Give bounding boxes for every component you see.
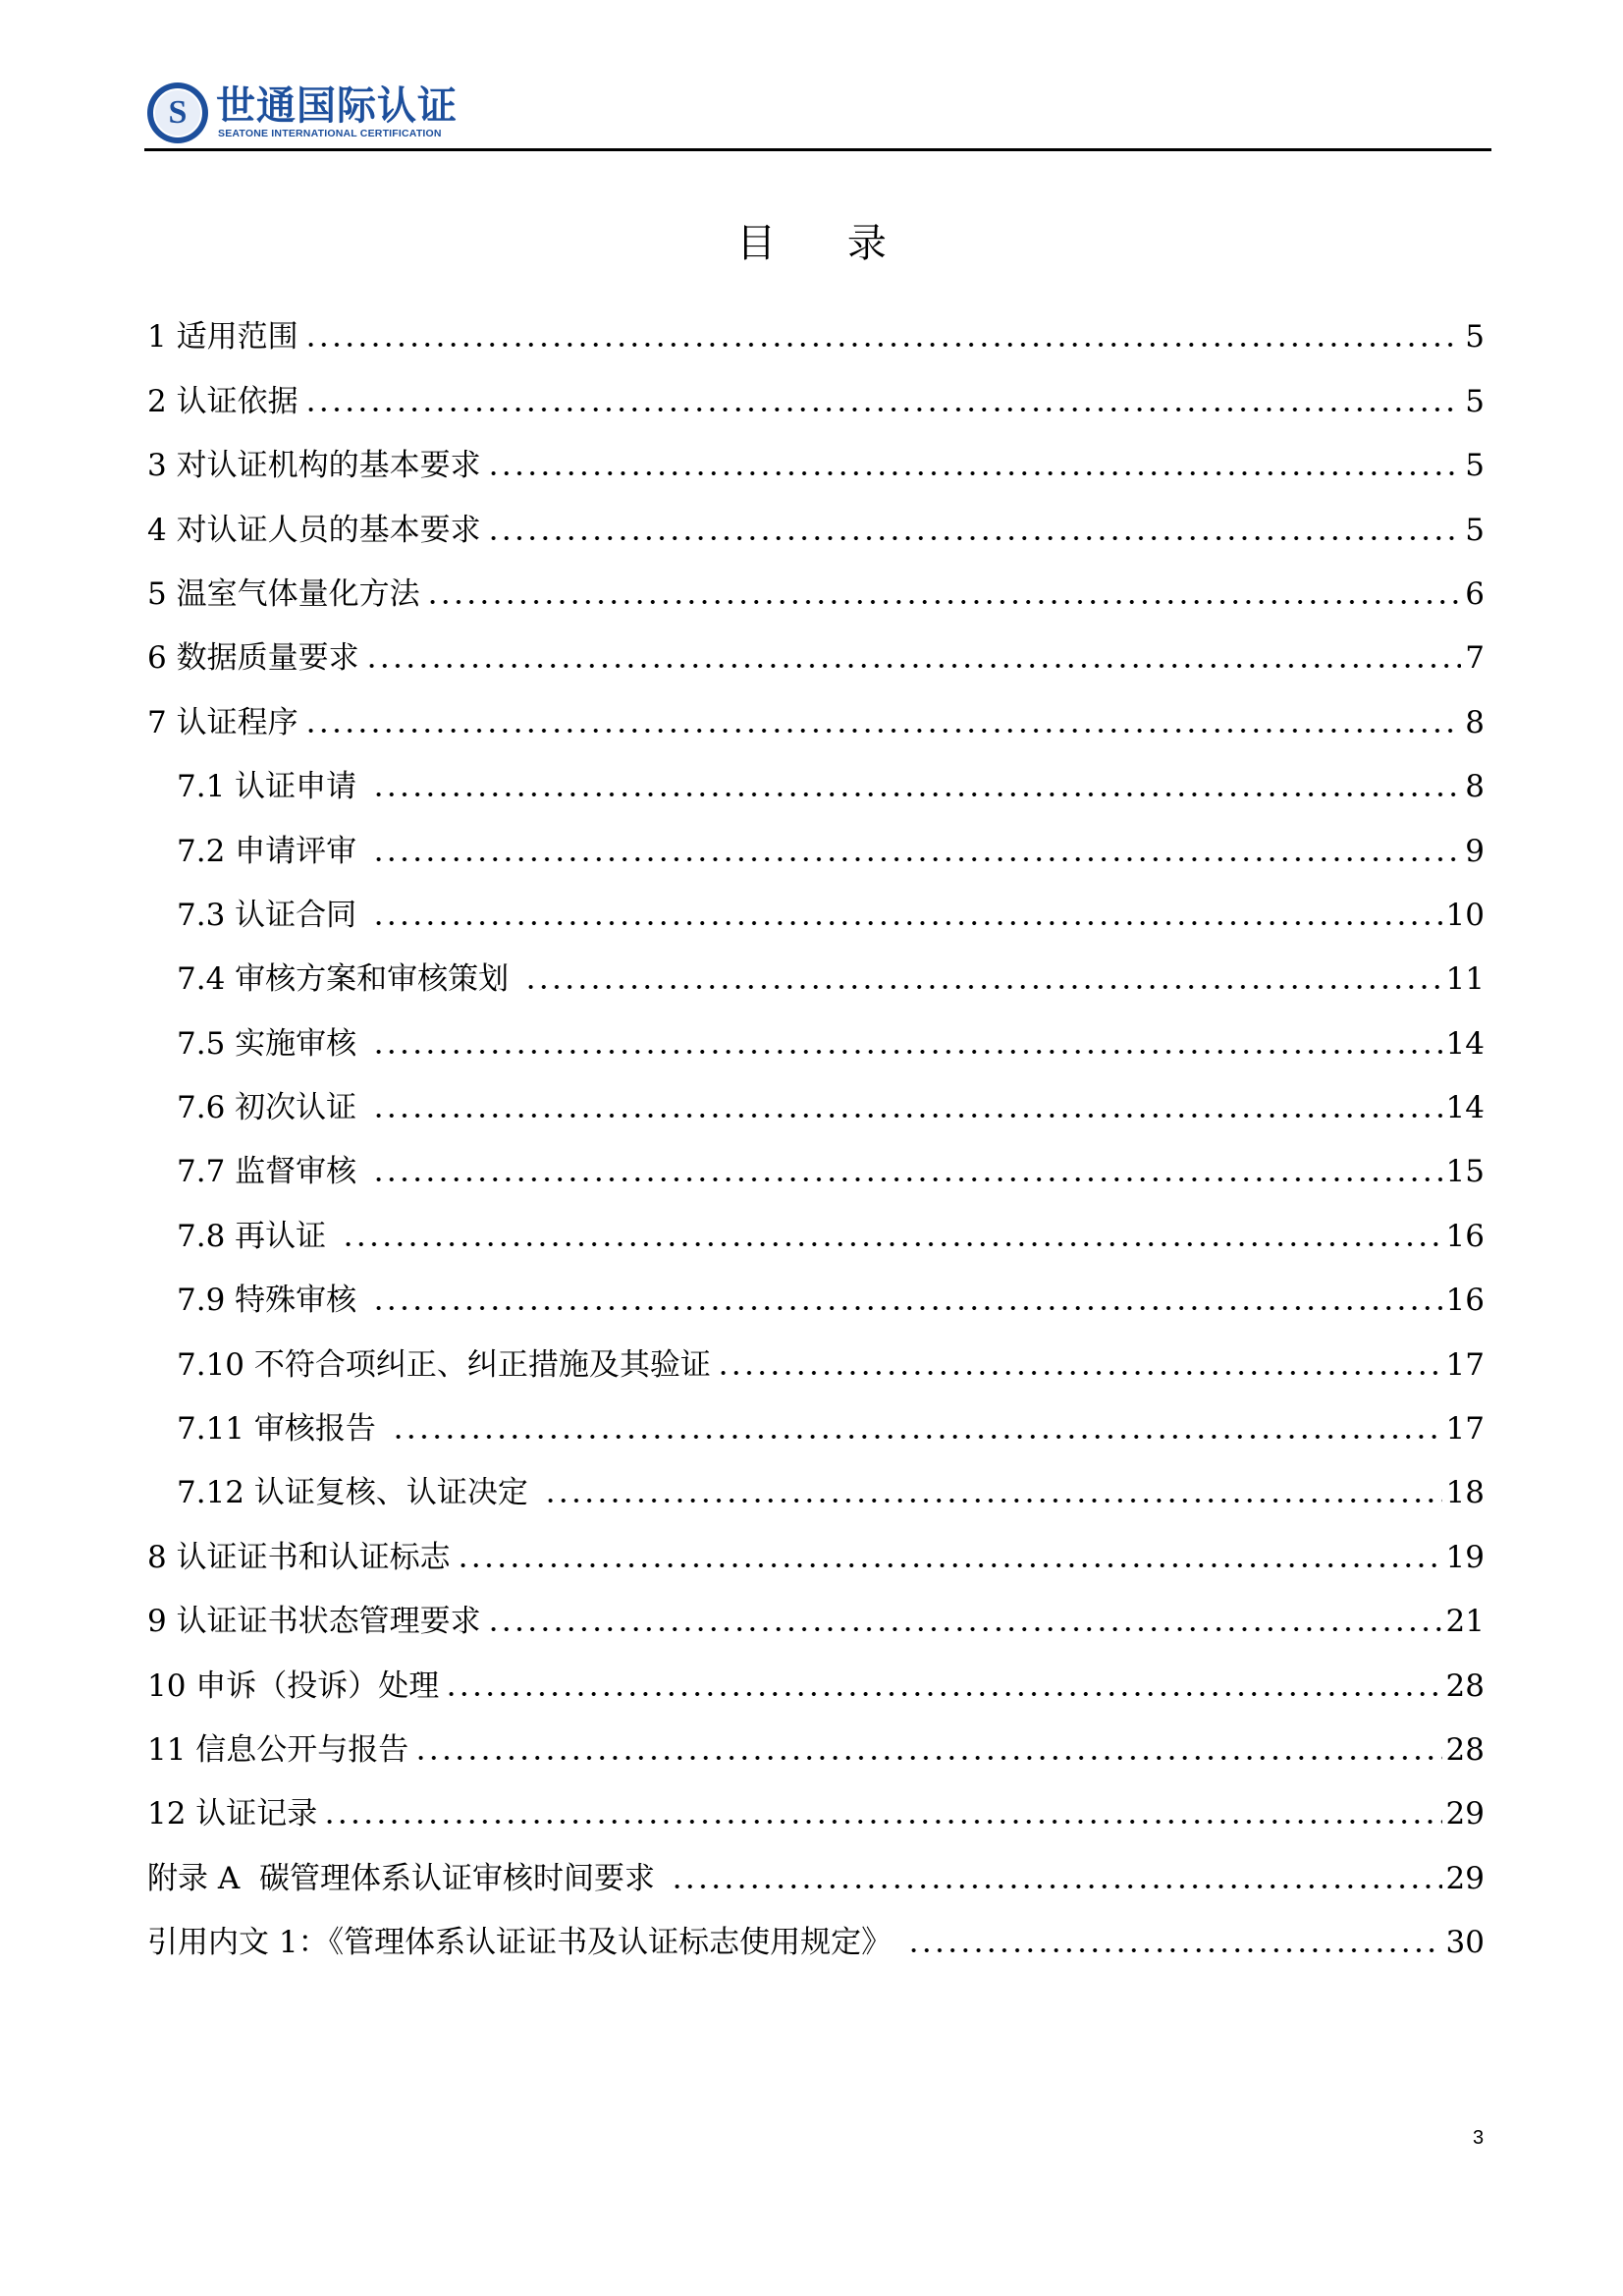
toc-entry[interactable] <box>147 1643 1485 1707</box>
logo-letter: S <box>153 88 202 137</box>
toc-entry-label: 7.3 认证合同 <box>177 897 367 933</box>
toc-entry[interactable] <box>147 423 1485 487</box>
toc-entry[interactable] <box>147 1450 1485 1514</box>
toc-title: 目 录 <box>736 221 916 266</box>
toc-entry-label: 7 认证程序 <box>147 704 298 740</box>
toc-entry-label: 7.9 特殊审核 <box>177 1283 367 1319</box>
toc-entry-label: 7.7 监督审核 <box>177 1154 367 1190</box>
toc-entry[interactable] <box>147 616 1485 680</box>
toc-entry[interactable] <box>147 358 1485 422</box>
toc-entry-label: 7.12 认证复核、认证决定 <box>177 1475 538 1511</box>
seatone-logo-seal <box>147 82 208 143</box>
toc-entry-page: 16 <box>1445 1218 1485 1254</box>
dot-leader <box>372 791 1461 798</box>
toc-entry-page: 14 <box>1445 1025 1485 1062</box>
toc-entry-label: 6 数据质量要求 <box>147 640 359 677</box>
dot-leader <box>372 855 1461 863</box>
toc-entry-page: 8 <box>1465 769 1485 805</box>
toc-entry-page: 17 <box>1445 1411 1485 1448</box>
toc-entry[interactable] <box>147 744 1485 808</box>
dot-leader <box>372 1048 1442 1056</box>
dot-leader <box>372 1112 1442 1120</box>
dot-leader <box>372 1304 1442 1312</box>
toc-entry[interactable] <box>147 1129 1485 1193</box>
toc-entry[interactable] <box>147 1387 1485 1450</box>
toc-entry[interactable] <box>147 1835 1485 1899</box>
dot-leader <box>544 1497 1442 1504</box>
toc-entry-page: 9 <box>1465 833 1485 869</box>
brand-name-cn: 世通国际认证 <box>216 83 458 129</box>
dot-leader <box>304 727 1462 735</box>
toc-entry-page: 19 <box>1445 1539 1485 1575</box>
brand-name-en: SEATONE INTERNATIONAL CERTIFICATION <box>218 128 442 139</box>
toc-entry[interactable] <box>147 1066 1485 1129</box>
toc-entry-page: 5 <box>1465 319 1485 355</box>
dot-leader <box>372 919 1442 927</box>
dot-leader <box>487 469 1462 477</box>
toc-entry[interactable] <box>147 680 1485 743</box>
toc-entry-page: 21 <box>1445 1604 1485 1640</box>
dot-leader <box>304 406 1462 413</box>
toc-entry[interactable] <box>147 1772 1485 1835</box>
toc-entry-label: 10 申诉（投诉）处理 <box>147 1667 440 1704</box>
toc-entry-page: 5 <box>1465 448 1485 484</box>
toc-entry-label: 2 认证依据 <box>147 383 298 419</box>
toc-entry-label: 7.11 审核报告 <box>177 1411 386 1448</box>
header-divider <box>144 148 1491 151</box>
toc-entry-label: 7.4 审核方案和审核策划 <box>177 961 519 998</box>
page-number: 3 <box>1473 2127 1485 2149</box>
toc-entry-page: 16 <box>1445 1283 1485 1319</box>
toc-entry[interactable] <box>147 1258 1485 1322</box>
dot-leader <box>445 1690 1441 1698</box>
toc-entry[interactable] <box>147 1001 1485 1065</box>
toc-entry-page: 5 <box>1465 512 1485 548</box>
dot-leader <box>671 1883 1442 1890</box>
toc-entry-page: 8 <box>1465 704 1485 740</box>
dot-leader <box>365 662 1462 670</box>
toc-entry-page: 30 <box>1445 1925 1485 1961</box>
toc-entry-label: 11 信息公开与报告 <box>147 1731 409 1768</box>
toc-entry[interactable] <box>147 295 1485 358</box>
toc-entry-page: 29 <box>1445 1796 1485 1832</box>
dot-leader <box>304 341 1462 349</box>
toc-entry[interactable] <box>147 873 1485 937</box>
toc-entry[interactable] <box>147 1708 1485 1772</box>
toc-entry[interactable] <box>147 1579 1485 1643</box>
toc-entry-page: 28 <box>1445 1731 1485 1768</box>
toc-entry-page: 17 <box>1445 1346 1485 1383</box>
toc-entry[interactable] <box>147 552 1485 616</box>
toc-entry-label: 附录 A 碳管理体系认证审核时间要求 <box>147 1860 665 1896</box>
toc-entry-page: 6 <box>1465 575 1485 612</box>
toc-entry-label: 8 认证证书和认证标志 <box>147 1539 451 1575</box>
toc-entry-label: 12 认证记录 <box>147 1796 318 1832</box>
toc-entry-label: 引用内文 1：《管理体系认证证书及认证标志使用规定》 <box>147 1925 901 1961</box>
toc-entry-label: 7.6 初次认证 <box>177 1090 367 1126</box>
toc-entry-label: 7.5 实施审核 <box>177 1025 367 1062</box>
toc-entry-page: 5 <box>1465 383 1485 419</box>
dot-leader <box>524 983 1442 991</box>
toc-entry-label: 3 对认证机构的基本要求 <box>147 448 481 484</box>
toc-entry-label: 7.8 再认证 <box>177 1218 337 1254</box>
toc-entry[interactable] <box>147 487 1485 551</box>
dot-leader <box>392 1433 1442 1441</box>
toc-entry-label: 7.10 不符合项纠正、纠正措施及其验证 <box>177 1346 711 1383</box>
toc-entry-page: 14 <box>1445 1090 1485 1126</box>
dot-leader <box>487 534 1462 542</box>
toc-entry-page: 11 <box>1445 961 1485 998</box>
dot-leader <box>342 1240 1442 1248</box>
dot-leader <box>414 1754 1441 1762</box>
dot-leader <box>426 598 1462 606</box>
dot-leader <box>457 1561 1442 1569</box>
toc-entry[interactable] <box>147 808 1485 872</box>
toc-entry[interactable] <box>147 1322 1485 1386</box>
dot-leader <box>372 1175 1442 1183</box>
toc-entry-label: 7.1 认证申请 <box>177 769 367 805</box>
table-of-contents <box>147 295 1485 1964</box>
toc-entry-page: 10 <box>1445 897 1485 933</box>
dot-leader <box>323 1818 1441 1826</box>
dot-leader <box>487 1625 1442 1633</box>
page-header <box>145 82 1490 151</box>
toc-entry[interactable] <box>147 1193 1485 1257</box>
toc-entry-label: 7.2 申请评审 <box>177 833 367 869</box>
dot-leader <box>717 1369 1442 1377</box>
toc-entry-page: 7 <box>1465 640 1485 677</box>
toc-entry-page: 29 <box>1445 1860 1485 1896</box>
toc-entry-label: 4 对认证人员的基本要求 <box>147 512 481 548</box>
toc-entry[interactable] <box>147 937 1485 1001</box>
toc-entry-label: 9 认证证书状态管理要求 <box>147 1604 481 1640</box>
toc-entry-page: 18 <box>1445 1475 1485 1511</box>
toc-entry[interactable] <box>147 1900 1485 1964</box>
toc-entry-page: 15 <box>1445 1154 1485 1190</box>
toc-entry-label: 1 适用范围 <box>147 319 298 355</box>
dot-leader <box>907 1946 1442 1954</box>
toc-entry[interactable] <box>147 1514 1485 1578</box>
toc-entry-label: 5 温室气体量化方法 <box>147 575 420 612</box>
toc-entry-page: 28 <box>1445 1667 1485 1704</box>
